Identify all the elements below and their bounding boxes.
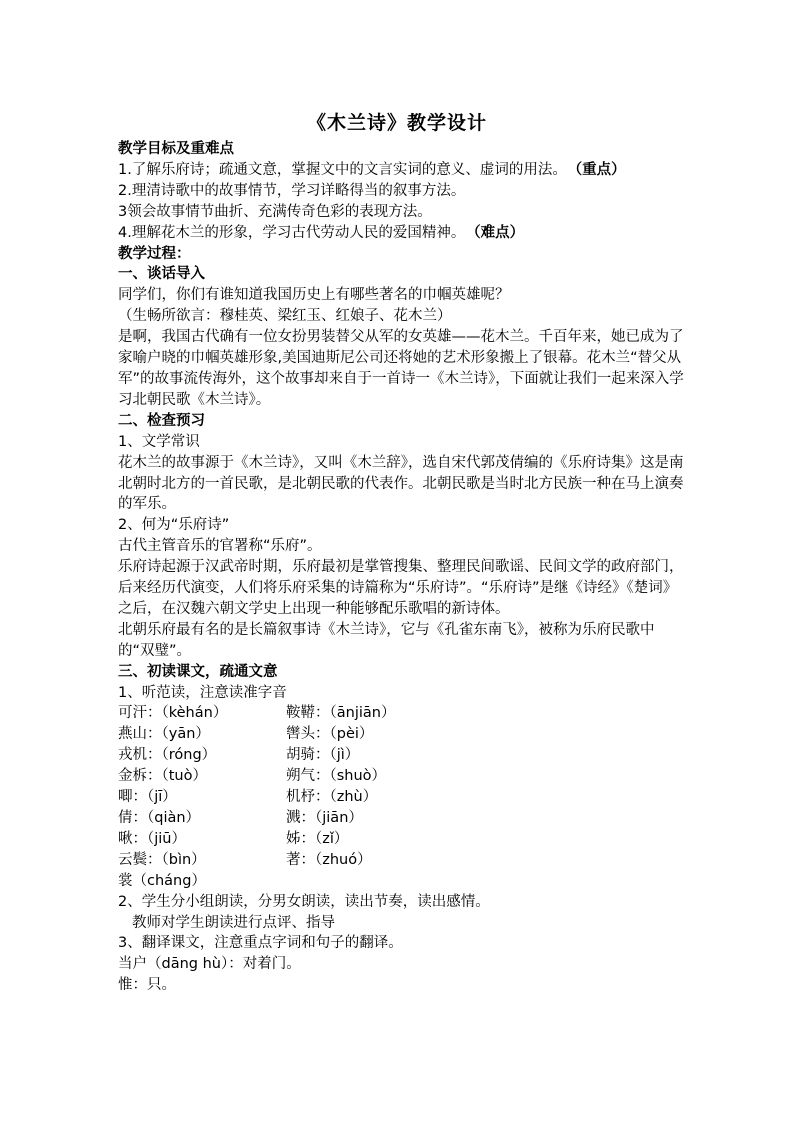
paragraph: 古代主管音乐的官署称“乐府”。 (118, 538, 322, 555)
gloss-item: 当户（dāng hù）：对着门。 (118, 956, 301, 973)
pronunciation-single: 裳（cháng） (118, 872, 206, 889)
gloss-item: 惟：只。 (118, 977, 176, 994)
pronunciation-row: 可汗：（kèhán） 鞍鞯：（ānjiān） (118, 705, 396, 722)
intro-question: 同学们，你们有谁知道我国历史上有哪些著名的巾帼英雄呢？ (118, 287, 510, 304)
subsection-heading: 2、学生分小组朗读，分男女朗读，读出节奏，读出感情。 (118, 893, 490, 910)
subsection-heading: 1、文学常识 (118, 433, 200, 450)
pronunciation-row: 倩：（qiàn） 溅：（jiān） (118, 810, 363, 826)
subsection-heading: 1、听范读，注意读准字音 (118, 684, 287, 701)
document-title: 《木兰诗》教学设计 (306, 112, 487, 134)
goals-heading: 教学目标及重难点 (118, 140, 234, 157)
pronunciation-row: 云鬓：（bìn） 著：（zhuó） (118, 851, 372, 868)
pronunciation-row: 啾：（jiū） 姊：（zǐ） (118, 830, 349, 847)
teacher-note: 教师对学生朗读进行点评、指导 (132, 914, 335, 931)
goal-item: 4.理解花木兰的形象，学习古代劳动人民的爱国精神。 （难点） (118, 224, 525, 241)
paragraph: 花木兰的故事源于《木兰诗》，又叫《木兰辞》，选自宋代郭茂倩编的《乐府诗集》这是南北朝时北方的一首民歌，是北朝民歌的代表作。北朝民歌是当时北方民族一种在马上演奏的军乐。 (118, 454, 684, 513)
subsection-heading: 2、何为“乐府诗” (118, 517, 230, 534)
goal-item: 1.了解乐府诗；疏通文意，掌握文中的文言实词的意义、虚词的用法。 （重点） (118, 161, 626, 178)
pronunciation-row: 金柝：（tuò） 朔气：（shuò） (118, 768, 387, 785)
pronunciation-row: 燕山：（yān） 辔头：（pèi） (118, 726, 374, 743)
section-heading: 二、检查预习 (118, 411, 205, 429)
paragraph: 北朝乐府最有名的是长篇叙事诗《木兰诗》，它与《孔雀东南飞》，被称为乐府民歌中的“双璧”。 (118, 621, 655, 659)
paragraph: 乐府诗起源于汉武帝时期，乐府最初是掌管搜集、整理民间歌谣、民间文学的政府部门，后来经历代演变，人们将乐府采集的诗篇称为“乐府诗”。“乐府诗”是继《诗经》《楚词》之后，在汉魏六朝文学史上出现一种能够配乐歌唱的新诗体。 (118, 559, 684, 617)
intro-paragraph: 是啊，我国古代确有一位女扮男装替父从军的女英雄——花木兰。千百年来，她已成为了家喻户晓的巾帼英雄形象,美国迪斯尼公司还将她的艺术形象搬上了银幕。花木兰“替父从军”的故事流传海外，这个故事却来自于一首诗一《木兰诗》，下面就让我们一起来深入学习北朝民歌《木兰诗》。 (118, 329, 684, 408)
process-heading: 教学过程： (118, 244, 191, 262)
pronunciation-row: 戎机：（róng） 胡骑：（jì） (118, 747, 360, 764)
section-heading: 三、初读课文，疏通文意 (118, 662, 278, 680)
intro-answer: （生畅所欲言：穆桂英、梁红玉、红娘子、花木兰） (118, 308, 452, 325)
goal-item: 3领会故事情节曲折、充满传奇色彩的表现方法。 (118, 203, 432, 220)
subsection-heading: 3、翻译课文，注意重点字词和句子的翻译。 (118, 935, 403, 952)
document-body (118, 139, 688, 996)
pronunciation-row: 唧：（jī） 机杼：（zhù） (118, 789, 378, 806)
section-heading: 一、谈话导入 (118, 265, 205, 283)
goal-item: 2.理清诗歌中的故事情节，学习详略得当的叙事方法。 (118, 182, 466, 199)
